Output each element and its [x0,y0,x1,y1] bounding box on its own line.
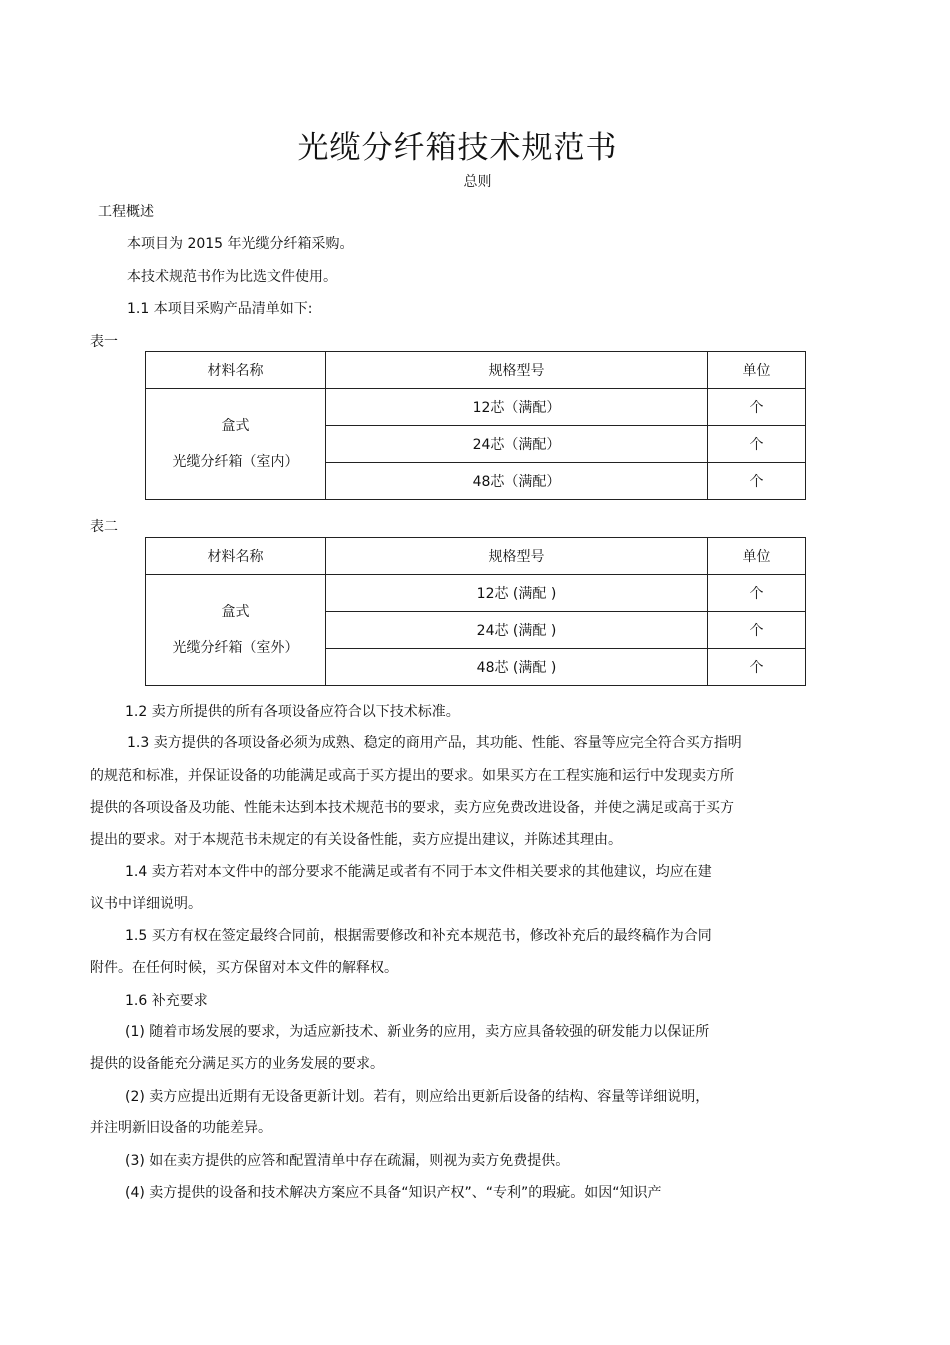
item-1-4-line-2: 议书中详细说明。 [90,896,202,912]
intro-paragraph-2: 本技术规范书作为比选文件使用。 [127,269,337,285]
table2-caption: 表二 [90,519,118,535]
material-line-1: 盒式 [221,604,250,620]
item-1-3-line-4: 提出的要求。对于本规范书未规定的有关设备性能，卖方应提出建议，并陈述其理由。 [90,832,622,848]
item-1-1: 1.1 本项目采购产品清单如下: [127,301,313,317]
unit-cell: 个 [708,426,806,463]
intro-paragraph-1: 本项目为 2015 年光缆分纤箱采购。 [127,236,354,252]
header-unit: 单位 [708,352,806,389]
sub-item-2-line-1: (2) 卖方应提出近期有无设备更新计划。若有，则应给出更新后设备的结构、容量等详细说明， [125,1089,710,1105]
product-table-outdoor [145,537,806,686]
spec-cell: 24芯（满配） [326,426,708,463]
item-1-6: 1.6 补充要求 [125,993,208,1009]
header-unit: 单位 [708,538,806,575]
sub-item-2-line-2: 并注明新旧设备的功能差异。 [90,1120,272,1136]
material-line-2: 光缆分纤箱（室内） [172,454,299,470]
header-material: 材料名称 [146,352,326,389]
header-spec: 规格型号 [326,352,708,389]
item-1-3-line-2: 的规范和标准，并保证设备的功能满足或高于买方提出的要求。如果买方在工程实施和运行中发现卖方所 [90,768,734,784]
item-1-3-line-3: 提供的各项设备及功能、性能未达到本技术规范书的要求，卖方应免费改进设备，并使之满足或高于买方 [90,800,734,816]
section-heading: 工程概述 [98,204,154,220]
material-cell [146,389,326,500]
spec-cell: 12芯（满配） [326,389,708,426]
spec-cell: 48芯（满配） [326,463,708,500]
item-1-2: 1.2 卖方所提供的所有各项设备应符合以下技术标准。 [125,704,460,720]
unit-cell: 个 [708,612,806,649]
sub-item-4: (4) 卖方提供的设备和技术解决方案应不具备“知识产权”、“专利”的瑕疵。如因“知识产 [125,1185,662,1201]
sub-item-1-line-1: (1) 随着市场发展的要求，为适应新技术、新业务的应用，卖方应具备较强的研发能力以保证所 [125,1024,710,1040]
spec-cell: 48芯 (满配 ) [326,649,708,686]
header-spec: 规格型号 [326,538,708,575]
unit-cell: 个 [708,389,806,426]
material-cell [146,575,326,686]
document-subtitle: 总则 [463,174,492,190]
item-1-3-line-1: 1.3 卖方提供的各项设备必须为成熟、稳定的商用产品，其功能、性能、容量等应完全符合买方指明 [127,735,742,751]
table-row [146,389,806,426]
material-line-2: 光缆分纤箱（室外） [172,640,299,656]
table-row [146,575,806,612]
table-header-row [146,352,806,389]
unit-cell: 个 [708,575,806,612]
spec-cell: 12芯 (满配 ) [326,575,708,612]
spec-cell: 24芯 (满配 ) [326,612,708,649]
item-1-5-line-1: 1.5 买方有权在签定最终合同前，根据需要修改和补充本规范书，修改补充后的最终稿作为合同 [125,928,712,944]
unit-cell: 个 [708,463,806,500]
table-header-row [146,538,806,575]
table1-caption: 表一 [90,334,118,350]
unit-cell: 个 [708,649,806,686]
sub-item-1-line-2: 提供的设备能充分满足买方的业务发展的要求。 [90,1056,384,1072]
item-1-5-line-2: 附件。在任何时候，买方保留对本文件的解释权。 [90,960,398,976]
product-table-indoor [145,351,806,500]
document-title: 光缆分纤箱技术规范书 [297,130,618,166]
item-1-4-line-1: 1.4 卖方若对本文件中的部分要求不能满足或者有不同于本文件相关要求的其他建议，均应在建 [125,864,712,880]
header-material: 材料名称 [146,538,326,575]
sub-item-3: (3) 如在卖方提供的应答和配置清单中存在疏漏，则视为卖方免费提供。 [125,1153,570,1169]
material-line-1: 盒式 [221,418,250,434]
